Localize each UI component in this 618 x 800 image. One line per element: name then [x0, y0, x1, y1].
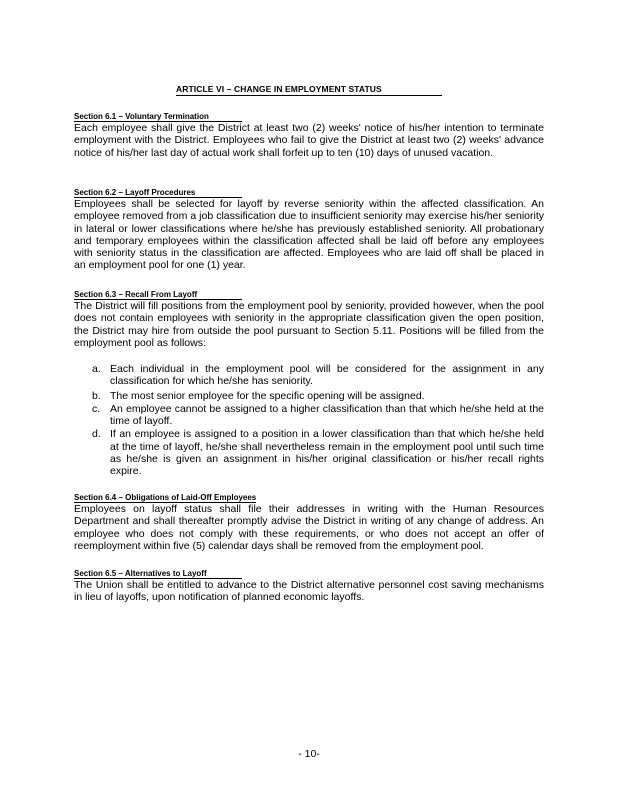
section-body-6-2 [74, 198, 544, 272]
section-heading-6-5: Section 6.5 – Alternatives to Layoff [74, 569, 242, 579]
section-text: Employees shall be selected for layoff by reverse seniority within the affected classification. An employee removed from a job classification due to insufficient seniority may exercise his/her seniority in lateral or lower classifications where he/she has previously established seniority. All probationary and temporary employees within the classification affected shall be laid off before any employees with seniority status in the classification are affected. Employees who are laid off shall be placed in an employment pool for one (1) year. [74, 198, 544, 272]
section-heading-6-2: Section 6.2 – Layoff Procedures [74, 188, 242, 198]
section-text: Employees on layoff status shall file their addresses in writing with the Human Resources Department and shall thereafter promptly advise the District in writing of any change of address. An employee who does not comply with these requirements, or who does not accept an offer of reemployment within five (5) calendar days shall be removed from the employment pool. [74, 503, 544, 552]
list-marker: a. [92, 363, 101, 375]
section-body-6-4 [74, 503, 544, 552]
section-heading-6-3: Section 6.3 – Recall From Layoff [74, 290, 242, 300]
list-marker: d. [92, 428, 101, 441]
list-marker: c. [92, 402, 101, 415]
recall-list [92, 363, 544, 478]
article-title: ARTICLE VI – CHANGE IN EMPLOYMENT STATUS [176, 84, 442, 96]
section-text: The District will fill positions from the employment pool by seniority, provided however, when the pool does not contain employees with seniority in the appropriate classification given the open position, the District may hire from outside the pool pursuant to Section 5.11. Positions will be filled from the employment pool as follows: [74, 300, 544, 349]
section-body-6-5 [74, 579, 544, 604]
section-heading-6-1: Section 6.1 – Voluntary Termination [74, 112, 242, 122]
section-body-6-3 [74, 300, 544, 349]
list-item [92, 390, 544, 402]
list-item [92, 428, 544, 477]
section-text: The Union shall be entitled to advance to the District alternative personnel cost saving mechanisms in lieu of layoffs, upon notification of planned economic layoffs. [74, 579, 544, 604]
section-body-6-1 [74, 122, 544, 159]
list-marker: b. [92, 389, 101, 402]
list-item [92, 363, 544, 388]
page-number: - 10- [298, 748, 320, 760]
section-heading-6-4: Section 6.4 – Obligations of Laid-Off Employees [74, 493, 257, 502]
list-item-text: Each individual in the employment pool will be considered for the assignment in any classification for which he/she has seniority. [110, 363, 544, 388]
list-item-text: An employee cannot be assigned to a higher classification than that which he/she held at the time of layoff. [110, 402, 544, 428]
list-item-text: The most senior employee for the specific opening will be assigned. [110, 389, 425, 402]
list-item-text: If an employee is assigned to a position in a lower classification than that which he/she held at the time of layoff, he/she shall nevertheless remain in the employment pool until such time as he/she is given an assignment in his/her original classification or his/her recall rights expire. [110, 428, 544, 478]
list-item [92, 403, 544, 428]
section-text: Each employee shall give the District at least two (2) weeks' notice of his/her intention to terminate employment with the District. Employees who fail to give the District at least two (2) weeks' advance notice of his/her last day of actual work shall forfeit up to ten (10) days of unused vacation. [74, 122, 544, 159]
